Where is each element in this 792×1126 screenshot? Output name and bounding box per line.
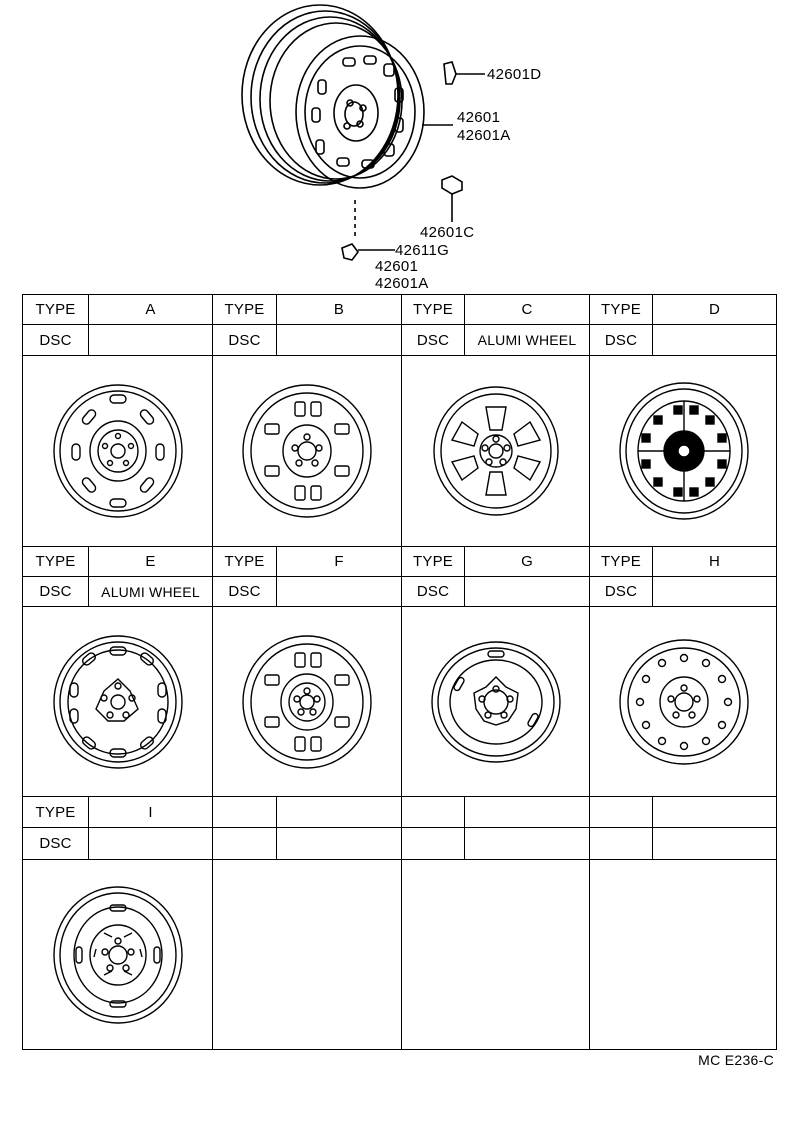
dsc-value-a <box>89 325 212 355</box>
wheel-drawing-c <box>426 362 566 540</box>
wheel-drawing-h <box>614 613 754 791</box>
dsc-value-d <box>653 325 776 355</box>
wheel-drawing-f <box>237 613 377 791</box>
type-label-f: TYPE <box>224 553 265 570</box>
callout-wheel-part: 42601 <box>457 109 501 126</box>
dsc-value-f <box>277 577 401 606</box>
dsc-label-g: DSC <box>416 583 450 600</box>
rim-front-outer <box>296 36 424 188</box>
type-value-g: G <box>521 553 533 570</box>
dsc-label-b: DSC <box>228 331 261 349</box>
callout-wheel-part-alt: 42601A <box>457 127 511 144</box>
dsc-label-e: DSC <box>39 583 72 600</box>
dsc-label-h: DSC <box>604 583 638 600</box>
type-label-d: TYPE <box>601 301 641 318</box>
dsc-label-f: DSC <box>228 583 261 600</box>
dsc-label-a: DSC <box>39 331 72 349</box>
callout-valve-stem: 42611G <box>395 242 450 259</box>
type-label-g: TYPE <box>413 553 453 570</box>
type-value-d: D <box>708 301 721 318</box>
type-label-c: TYPE <box>413 301 453 318</box>
type-value-f: F <box>334 553 344 570</box>
callout-hub-nut: 42601C <box>420 224 475 241</box>
type-label-h: TYPE <box>601 553 641 570</box>
dsc-label-i: DSC <box>39 835 72 852</box>
type-value-h: H <box>708 553 721 570</box>
dsc-value-h <box>653 577 776 606</box>
type-value-c: C <box>521 301 533 318</box>
callout-wheel-part-lower: 42601 <box>375 258 419 275</box>
wheel-drawing-a <box>48 362 188 540</box>
type-value-e: E <box>145 553 156 570</box>
dsc-value-e: ALUMI WHEEL <box>101 583 200 600</box>
type-value-i: I <box>148 803 153 821</box>
type-label-e: TYPE <box>35 553 76 570</box>
wheel-drawing-b <box>237 362 377 540</box>
dsc-value-g <box>465 577 589 606</box>
type-label-b: TYPE <box>224 301 265 318</box>
rim-front-hub <box>334 85 378 141</box>
dsc-value-b <box>277 325 401 355</box>
wheel-type-table <box>22 294 777 1050</box>
dsc-value-i <box>89 828 212 859</box>
wheel-drawing-i <box>48 865 188 1045</box>
type-label-i: TYPE <box>35 803 76 821</box>
callout-wheel-part-lower-alt: 42601A <box>375 275 429 292</box>
dsc-label-c: DSC <box>416 331 450 349</box>
wheel-drawing-d <box>614 362 754 540</box>
wheel-drawing-g <box>426 613 566 791</box>
type-value-a: A <box>145 301 156 318</box>
callout-balance-weight: 42601D <box>487 66 542 83</box>
type-label-a: TYPE <box>35 301 76 318</box>
diagram-code: MC E236-C <box>698 1052 774 1068</box>
dsc-value-c: ALUMI WHEEL <box>477 332 577 348</box>
wheel-drawing-e <box>48 613 188 791</box>
type-value-b: B <box>333 301 345 318</box>
rim-back-ring-2 <box>251 11 399 183</box>
dsc-label-d: DSC <box>604 331 638 349</box>
